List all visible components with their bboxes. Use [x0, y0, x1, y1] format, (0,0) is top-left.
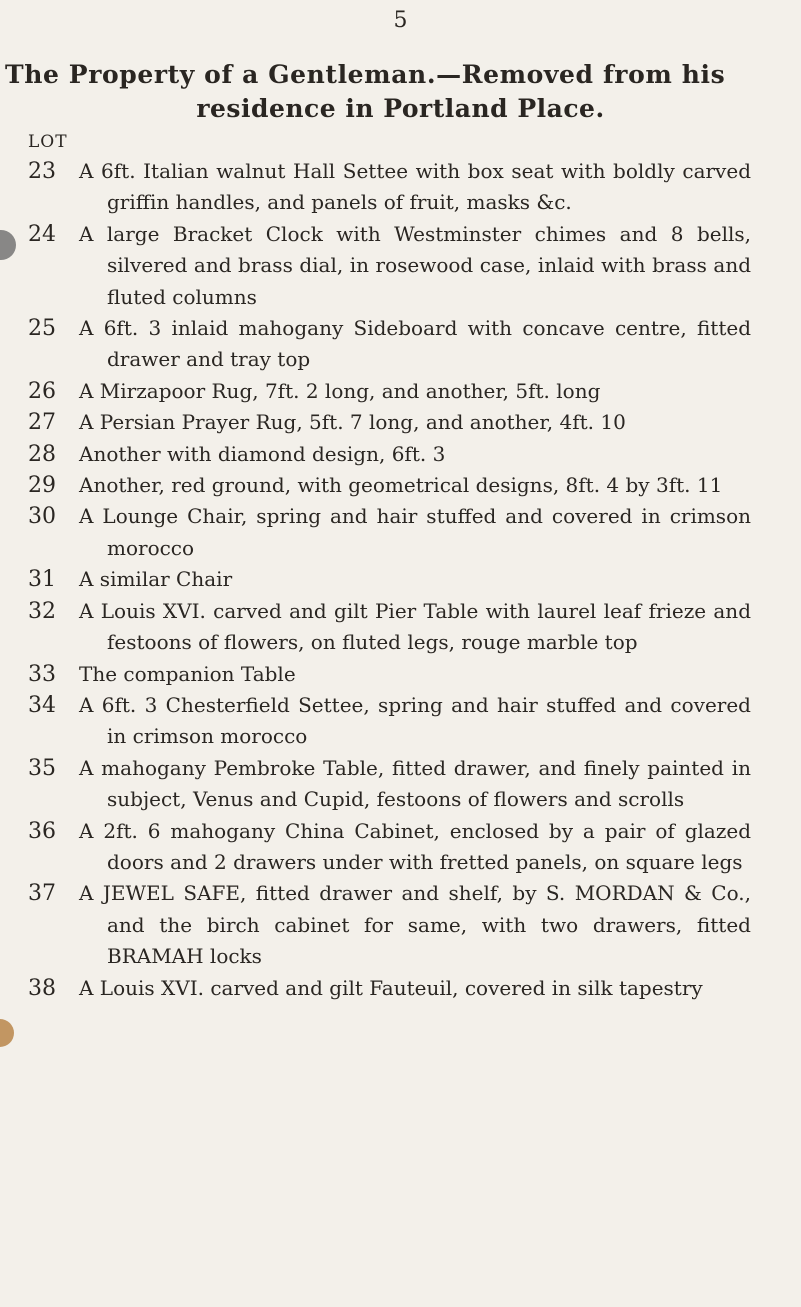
lot-description: The companion Table — [79, 661, 296, 686]
lot-number: 36 — [28, 818, 56, 844]
lot-number: 32 — [28, 598, 56, 624]
lot-entry — [0, 816, 801, 879]
lot-description: A large Bracket Clock with Westminster chimes and 8 bells, silvered and brass dial, in rosewood case, inlaid with brass and fluted columns — [79, 221, 751, 309]
lot-description: Another with diamond design, 6ft. 3 — [79, 441, 446, 466]
lot-entry — [0, 564, 801, 595]
lot-number: 33 — [28, 661, 56, 687]
lot-description: A mahogany Pembroke Table, fitted drawer, and finely painted in subject, Venus and Cupid, festoons of flowers and scrolls — [79, 755, 751, 812]
lot-number: 34 — [28, 692, 56, 718]
lot-description: A JEWEL SAFE, fitted drawer and shelf, by S. MORDAN & Co., and the birch cabinet for same, with two drawers, fitted BRAMAH locks — [79, 881, 751, 969]
lot-number: 31 — [28, 567, 56, 593]
lot-description: A similar Chair — [79, 567, 233, 592]
lot-description: A 6ft. Italian walnut Hall Settee with box seat with boldly carved griffin handles, and panels of fruit, masks &c. — [79, 159, 751, 215]
lot-entry — [0, 973, 801, 1004]
lot-description: A Lounge Chair, spring and hair stuffed and covered in crimson morocco — [79, 504, 751, 560]
lot-description: A Mirzapoor Rug, 7ft. 2 long, and another, 5ft. long — [79, 378, 601, 403]
lot-description: A 6ft. 3 Chesterfield Settee, spring and hair stuffed and covered in crimson morocco — [79, 692, 751, 749]
lot-number: 38 — [28, 975, 56, 1001]
lot-entry — [0, 376, 801, 407]
page-subheading: residence in Portland Place. — [196, 94, 605, 123]
lot-number: 24 — [28, 221, 56, 247]
page-heading: The Property of a Gentleman.—Removed from his — [5, 60, 726, 89]
lot-description: A Louis XVI. carved and gilt Fauteuil, covered in silk tapestry — [79, 975, 703, 1000]
lot-entry — [0, 596, 801, 659]
lot-description: Another, red ground, with geometrical designs, 8ft. 4 by 3ft. 11 — [79, 473, 723, 498]
lot-entry — [0, 156, 801, 219]
lot-number: 25 — [28, 316, 56, 342]
lot-entry — [0, 690, 801, 753]
lot-description: A Persian Prayer Rug, 5ft. 7 long, and another, 4ft. 10 — [79, 410, 626, 435]
lot-number: 35 — [28, 755, 56, 781]
lot-list — [0, 156, 801, 1004]
binding-hole-bottom — [0, 1019, 14, 1047]
lot-entry — [0, 878, 801, 972]
lot-number: 37 — [28, 881, 56, 907]
lot-entry — [0, 439, 801, 470]
lot-number: 30 — [28, 504, 56, 530]
lot-number: 23 — [28, 159, 56, 184]
page-number: 5 — [393, 8, 408, 33]
lot-entry — [0, 219, 801, 313]
lot-entry — [0, 753, 801, 816]
lot-description: A 2ft. 6 mahogany China Cabinet, enclosed by a pair of glazed doors and 2 drawers under with fretted panels, on square legs — [79, 818, 751, 874]
lot-entry — [0, 659, 801, 690]
lot-entry — [0, 501, 801, 564]
lot-number: 29 — [28, 473, 56, 499]
lot-entry — [0, 313, 801, 376]
lot-description: A 6ft. 3 inlaid mahogany Sideboard with concave centre, fitted drawer and tray top — [79, 316, 751, 372]
lot-number: 26 — [28, 378, 56, 404]
lot-entry — [0, 407, 801, 438]
lot-description: A Louis XVI. carved and gilt Pier Table with laurel leaf frieze and festoons of flowers, on fluted legs, rouge marble top — [79, 598, 751, 655]
lot-column-header: LOT — [28, 132, 68, 152]
lot-entry — [0, 470, 801, 501]
lot-number: 28 — [28, 441, 56, 467]
lot-number: 27 — [28, 410, 56, 436]
